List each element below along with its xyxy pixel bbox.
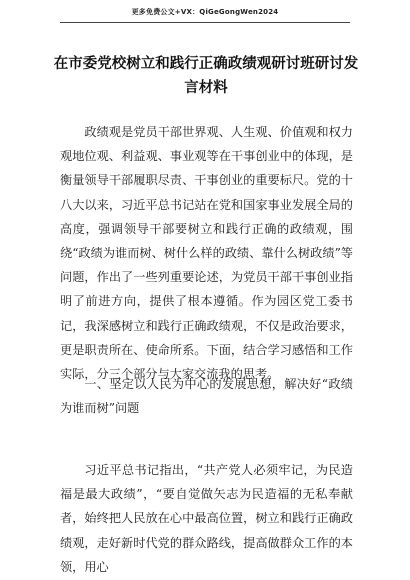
section-paragraph: 习近平总书记指出，“共产党人必须牢记，为民造福是最大政绩”，“要自觉做矢志为民造福的无私奉献者，始终把人民放在心中最高位置，树立和践行正确政绩观，走好新时代党的群众路线，提高做群众工作的本领，用心 — [60, 463, 353, 574]
section-heading: 一、坚定以人民为中心的发展思想，解决好“政绩为谁而树”问题 — [60, 377, 353, 416]
header-divider — [60, 22, 350, 23]
document-title: 在市委党校树立和践行正确政绩观研讨班研讨发言材料 — [53, 56, 359, 96]
header-note: 更多免费公文+VX：QiGeGongWen2024 — [131, 8, 279, 16]
intro-paragraph: 政绩观是党员干部世界观、人生观、价值观和权力观地位观、利益观、事业观等在干事创业中的体现，是衡量领导干部履职尽责、干事创业的重要标尺。党的十八大以来，习近平总书记站在党和国家事业发展全局的高度，强调领导干部要树立和践行正确的政绩观，围绕“政绩为谁而树、树什么样的政绩、靠什么树政绩”等问题，作出了一些列重要论述，为党员干部干事创业指明了前进方向，提供了根本遵循。作为园区党工委书记，我深感树立和践行正确政绩观，不仅是政治要求，更是职责所在、使命所系。下面，结合学习感悟和工作实际，分三个部分与大家交流我的思考。 — [60, 125, 353, 382]
